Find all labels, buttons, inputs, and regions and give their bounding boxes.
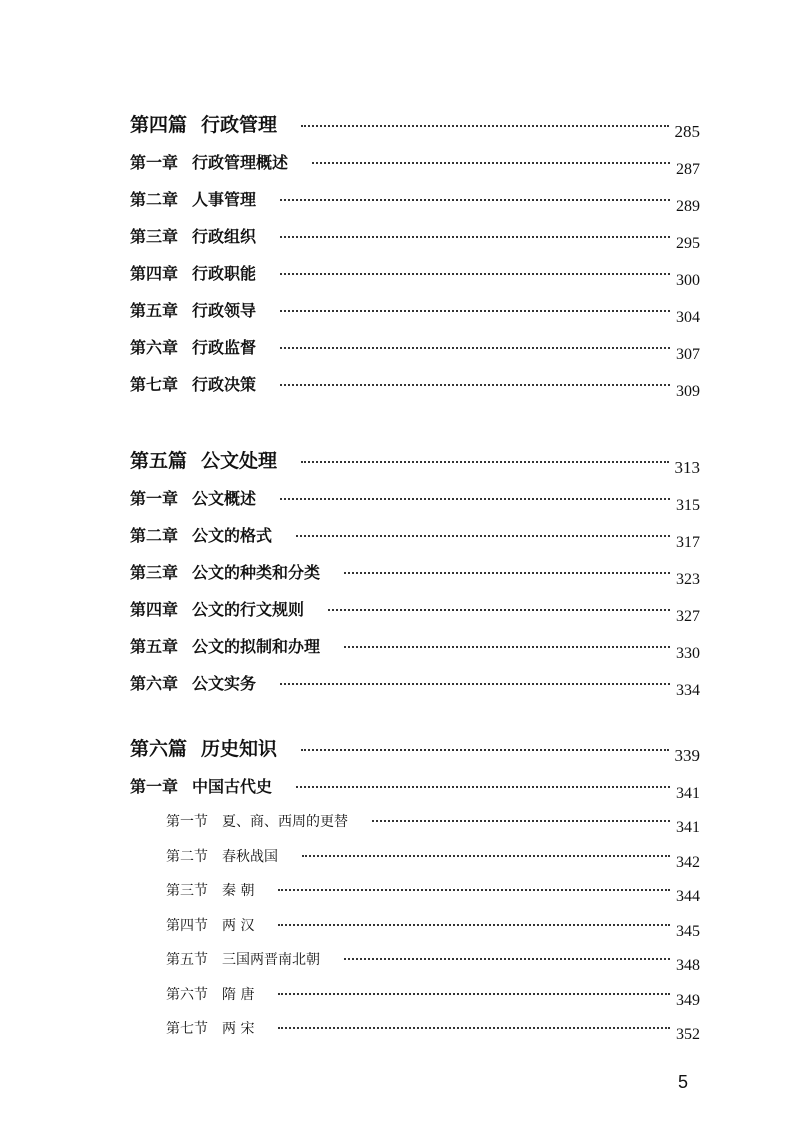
section-title: 两 汉 — [222, 917, 255, 934]
page-number: 317 — [676, 534, 700, 551]
chapter-label: 第六章 — [130, 674, 179, 693]
page-number: 348 — [676, 957, 700, 974]
toc-section-row — [130, 811, 700, 846]
section-label: 第二节 — [166, 848, 208, 865]
part-label: 第五篇 — [130, 450, 188, 472]
chapter-label: 第一章 — [130, 153, 179, 172]
part-title: 公文处理 — [201, 450, 278, 472]
part-label: 第四篇 — [130, 114, 188, 136]
section-title: 两 宋 — [222, 1021, 255, 1037]
page-number: 323 — [676, 571, 700, 588]
page-number: 287 — [676, 161, 700, 178]
dot-leader — [296, 535, 670, 537]
page-number: 304 — [676, 309, 700, 326]
chapter-label: 第三章 — [130, 227, 179, 246]
page-number: 285 — [674, 122, 700, 141]
dot-leader — [278, 889, 670, 891]
section-label: 第六节 — [166, 986, 208, 1003]
chapter-title: 行政领导 — [192, 301, 257, 320]
chapter-label: 第四章 — [130, 264, 179, 283]
chapter-title: 公文的格式 — [192, 526, 273, 545]
chapter-label: 第一章 — [130, 777, 179, 796]
page-number: 334 — [676, 682, 700, 699]
dot-leader — [344, 572, 670, 574]
chapter-title: 人事管理 — [192, 190, 257, 209]
toc-chapter-row — [130, 335, 700, 372]
dot-leader — [278, 993, 670, 995]
section-title: 三国两晋南北朝 — [222, 952, 320, 968]
section-title: 隋 唐 — [222, 986, 255, 1003]
toc-chapter-row — [130, 671, 700, 708]
page-number: 307 — [676, 346, 700, 363]
chapter-label: 第五章 — [130, 637, 179, 656]
chapter-label: 第二章 — [130, 190, 179, 209]
dot-leader — [301, 125, 668, 127]
page-number: 345 — [676, 922, 700, 940]
chapter-label: 第一章 — [130, 489, 179, 508]
page-number: 315 — [676, 497, 700, 514]
dot-leader — [344, 646, 670, 648]
dot-leader — [280, 347, 670, 349]
toc-chapter-row — [130, 634, 700, 671]
toc-part-4 — [130, 110, 700, 409]
page-number: 352 — [676, 1026, 700, 1043]
part-title: 历史知识 — [201, 738, 278, 760]
part-label: 第六篇 — [130, 738, 188, 760]
dot-leader — [280, 236, 670, 238]
chapter-label: 第三章 — [130, 563, 179, 582]
dot-leader — [280, 273, 670, 275]
dot-leader — [328, 609, 670, 611]
dot-leader — [344, 958, 670, 960]
section-label: 第七节 — [166, 1021, 208, 1037]
section-title: 夏、商、西周的更替 — [222, 814, 348, 830]
toc-section-row — [130, 1018, 700, 1053]
part-title: 行政管理 — [201, 114, 278, 136]
toc-section-row — [130, 984, 700, 1019]
page-number: 349 — [676, 991, 700, 1009]
dot-leader — [278, 1027, 670, 1029]
toc-chapter-row — [130, 298, 700, 335]
dot-leader — [312, 162, 670, 164]
toc-chapter-row — [130, 560, 700, 597]
toc-part-heading — [130, 446, 700, 486]
toc-section-row — [130, 880, 700, 915]
page-number: 341 — [676, 819, 700, 836]
toc-chapter-row — [130, 372, 700, 409]
page-number: 339 — [674, 746, 700, 765]
toc-chapter-row — [130, 150, 700, 187]
chapter-title: 行政职能 — [192, 264, 257, 283]
dot-leader — [280, 310, 670, 312]
section-label: 第四节 — [166, 917, 208, 934]
dot-leader — [278, 924, 670, 926]
page-number: 330 — [676, 645, 700, 662]
page-number: 344 — [676, 888, 700, 905]
toc-part-5 — [130, 446, 700, 708]
chapter-title: 行政管理概述 — [192, 153, 289, 172]
chapter-label: 第五章 — [130, 301, 179, 320]
toc-chapter-row — [130, 597, 700, 634]
toc-chapter-row — [130, 523, 700, 560]
page-number: 313 — [674, 458, 700, 477]
dot-leader — [301, 461, 668, 463]
chapter-label: 第六章 — [130, 338, 179, 357]
chapter-label: 第二章 — [130, 526, 179, 545]
toc-chapter-row — [130, 224, 700, 261]
chapter-title: 公文的拟制和办理 — [192, 637, 321, 656]
page-folio-number: 5 — [677, 1072, 688, 1092]
section-label: 第三节 — [166, 883, 208, 899]
page-number: 327 — [676, 608, 700, 625]
chapter-title: 公文的种类和分类 — [192, 563, 321, 582]
page-number: 341 — [676, 785, 700, 802]
dot-leader — [296, 786, 670, 788]
toc-part-heading — [130, 734, 700, 774]
dot-leader — [302, 855, 670, 857]
dot-leader — [280, 683, 670, 685]
toc-chapter-row — [130, 261, 700, 298]
page-number: 342 — [676, 853, 700, 871]
page-number: 309 — [676, 383, 700, 400]
section-label: 第一节 — [166, 814, 208, 830]
section-title: 秦 朝 — [222, 883, 255, 899]
chapter-label: 第四章 — [130, 600, 179, 619]
toc-chapter-row — [130, 774, 700, 811]
section-label: 第五节 — [166, 952, 208, 968]
dot-leader — [301, 749, 668, 751]
chapter-title: 行政决策 — [192, 375, 257, 394]
page-number: 300 — [676, 272, 700, 289]
chapter-title: 行政组织 — [192, 227, 257, 246]
chapter-label: 第七章 — [130, 375, 179, 394]
dot-leader — [372, 820, 670, 822]
toc-part-heading — [130, 110, 700, 150]
toc-section-row — [130, 846, 700, 881]
toc-part-6 — [130, 734, 700, 1053]
chapter-title: 公文概述 — [192, 489, 257, 508]
page-number: 295 — [676, 235, 700, 252]
section-title: 春秋战国 — [222, 848, 278, 865]
toc-chapter-row — [130, 486, 700, 523]
chapter-title: 中国古代史 — [192, 777, 273, 796]
dot-leader — [280, 384, 670, 386]
toc-chapter-row — [130, 187, 700, 224]
dot-leader — [280, 199, 670, 201]
toc-section-row — [130, 949, 700, 984]
chapter-title: 公文的行文规则 — [192, 600, 305, 619]
toc-section-row — [130, 915, 700, 950]
dot-leader — [280, 498, 670, 500]
page-number: 289 — [676, 198, 700, 215]
chapter-title: 行政监督 — [192, 338, 257, 357]
chapter-title: 公文实务 — [192, 674, 257, 693]
